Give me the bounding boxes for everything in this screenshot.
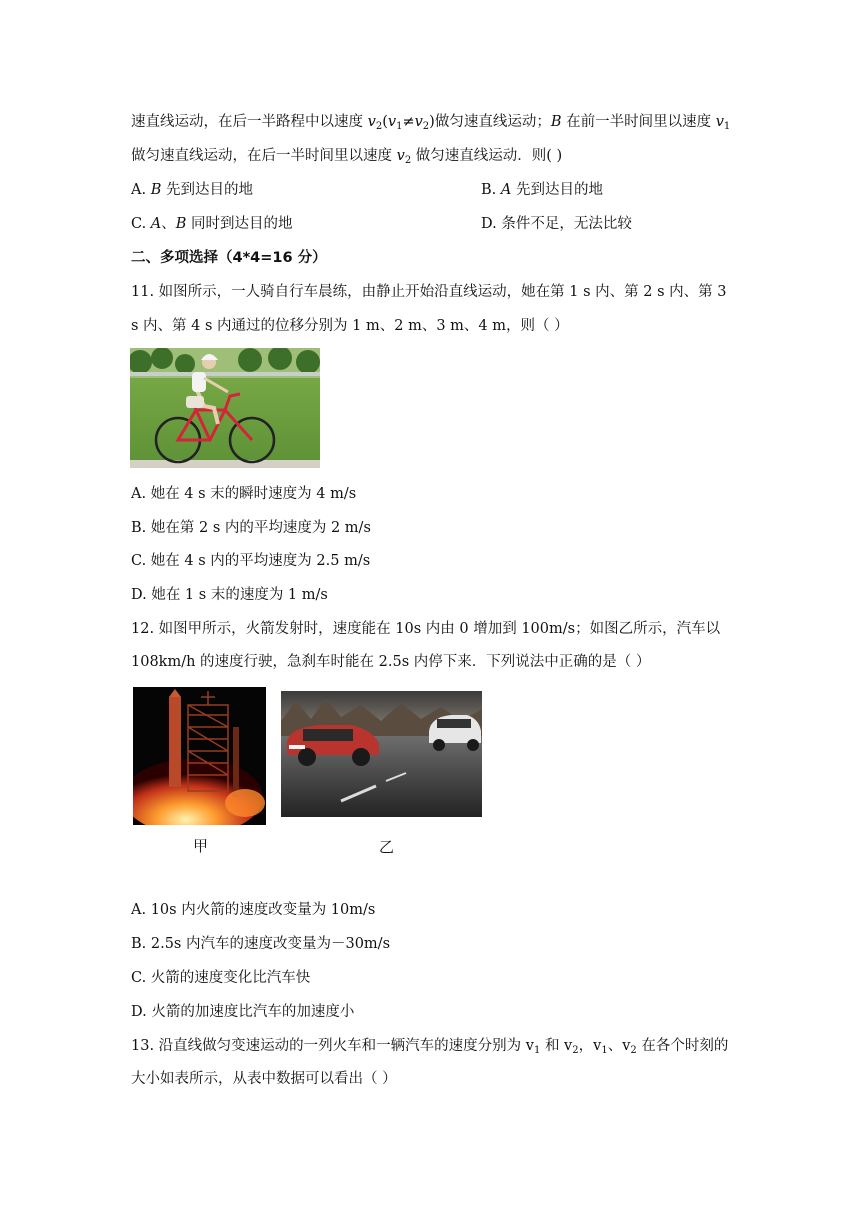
q11-option-b: B. 她在第 2 s 内的平均速度为 2 m/s (131, 520, 371, 536)
q13-stem-line-2: 大小如表所示，从表中数据可以看出（ ） (131, 1071, 397, 1087)
q11-stem-line-1: 11. 如图所示，一人骑自行车晨练，由静止开始沿直线运动，她在第 1 s 内、第 2 s 内、第 3 (131, 284, 727, 300)
q10-option-d: D. 条件不足，无法比较 (481, 216, 632, 232)
cars-on-road-image (281, 691, 482, 817)
q11-stem-line-2: s 内、第 4 s 内通过的位移分别为 1 m、2 m、3 m、4 m，则（ ） (131, 318, 569, 334)
q10-option-c: C. A、B 同时到达目的地 (131, 216, 293, 232)
q12-option-c: C. 火箭的速度变化比汽车快 (131, 970, 311, 986)
q12-stem-line-1: 12. 如图甲所示，火箭发射时，速度能在 10s 内由 0 增加到 100m/s；如图乙所示，汽车以 (131, 621, 721, 637)
q11-option-a: A. 她在 4 s 末的瞬时速度为 4 m/s (131, 486, 357, 502)
q10-line-2: 做匀速直线运动，在后一半时间里以速度 $v_2$ 做匀速直线运动．则( ) (131, 148, 563, 166)
q10-option-b: B. A 先到达目的地 (481, 182, 603, 198)
q11-option-c: C. 她在 4 s 内的平均速度为 2.5 m/s (131, 553, 371, 569)
q12-stem-line-2: 108km/h 的速度行驶，急刹车时能在 2.5s 内停下来．下列说法中正确的是（ ） (131, 654, 651, 670)
caption-yi: 乙 (379, 838, 395, 856)
rocket-launch-image (133, 687, 266, 825)
q12-option-a: A. 10s 内火箭的速度改变量为 10m/s (131, 902, 376, 918)
cyclist-image (130, 348, 320, 468)
section-heading: 二、多项选择（4*4=16 分） (131, 250, 327, 266)
caption-jia: 甲 (193, 837, 209, 855)
q12-option-d: D. 火箭的加速度比汽车的加速度小 (131, 1004, 355, 1020)
q12-option-b: B. 2.5s 内汽车的速度改变量为－30m/s (131, 936, 391, 952)
q11-option-d: D. 她在 1 s 末的速度为 1 m/s (131, 587, 328, 603)
q10-line-1: 速直线运动，在后一半路程中以速度 $v_2(v_1\ne v_2)$做匀速直线运动；B 在前一半时间里以速度 $v_1$ (131, 114, 731, 132)
q10-option-a: A. B 先到达目的地 (131, 182, 253, 198)
q13-stem-line-1: 13. 沿直线做匀变速运动的一列火车和一辆汽车的速度分别为 $v_1$ 和 $v_2$，$v_1$、$v_2$ 在各个时刻的 (131, 1038, 729, 1056)
